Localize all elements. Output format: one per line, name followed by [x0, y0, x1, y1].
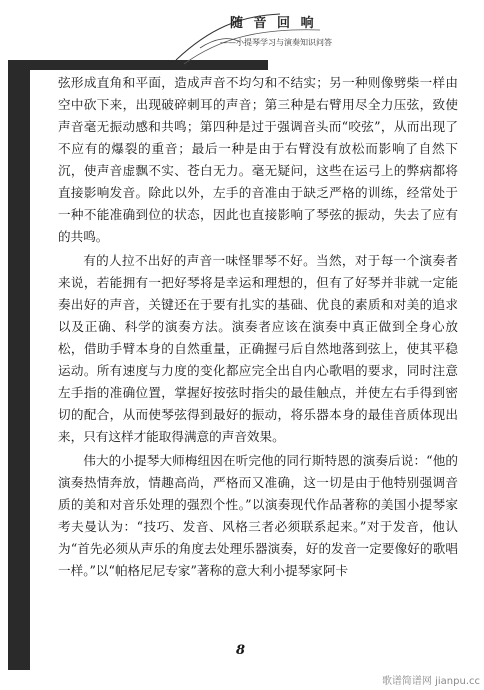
- paragraph-1: 弦形成直角和平面，造成声音不均匀和不结实；另一种则像劈柴一样由空中砍下来，出现破碎刺耳的声音；第三种是右臂用尽全力压弦，致使声音毫无振动感和共鸣；第四种是过于强调音头而“咬弦”，从而出现了不应有的爆裂的重音；最后一种是由于右臂没有放松而影响了自然下沉，使声音虚飘不实、苍白无力。毫无疑问，这些在运弓上的弊病都将直接影响发音。除此以外，左手的音准由于缺乏严格的训练，经常处于一种不能准确到位的状态，因此也直接影响了琴弦的振动，失去了应有的共鸣。: [58, 75, 458, 244]
- paragraph-3: 伟大的小提琴大师梅纽因在听完他的同行斯特恩的演奏后说：“他的演奏热情奔放，情趣高尚，严格而又准确，这一切是由于他特别强调音质的美和对音乐处理的强烈个性。”以演奏现代作品著称的美国小提琴家考夫曼认为：“技巧、发音、风格三者必须联系起来。”对于发音，他认为“首先必须从声乐的角度去处理乐器演奏，好的发音一定要像好的歌唱一样。”以“帕格尼尼专家”著称的意大利小提琴家阿卡: [58, 453, 458, 578]
- left-decorative-bar: [8, 60, 30, 670]
- header-subtitle: ——小提琴学习与演奏知识问答: [220, 38, 332, 47]
- header-title: 随 音 回 响: [230, 16, 317, 31]
- paragraph-2: 有的人拉不出好的声音一味怪罪琴不好。当然，对于每一个演奏者来说，若能拥有一把好琴将是幸运和理想的，但有了好琴并非就一定能奏出好的声音，关键还在于要有扎实的基础、优良的素质和对美的追求以及正确、科学的演奏方法。演奏者应该在演奏中真正做到全身心放松，借助手臂本身的自然重量，正确握弓后自然地落到弦上，使其平稳运动。所有速度与力度的变化都应完全出自内心歌唱的要求，同时注意左手指的准确位置，掌握好按弦时指尖的最佳触点，并使左右手得到密切的配合，从而使琴弦得到最好的振动，将乐器本身的最佳音质体现出来，只有这样才能取得满意的声音效果。: [58, 253, 458, 444]
- page-number: 8: [236, 643, 246, 658]
- site-watermark: 歌谱简谱网 jianpu.cc: [381, 676, 480, 687]
- body-text: [58, 72, 458, 582]
